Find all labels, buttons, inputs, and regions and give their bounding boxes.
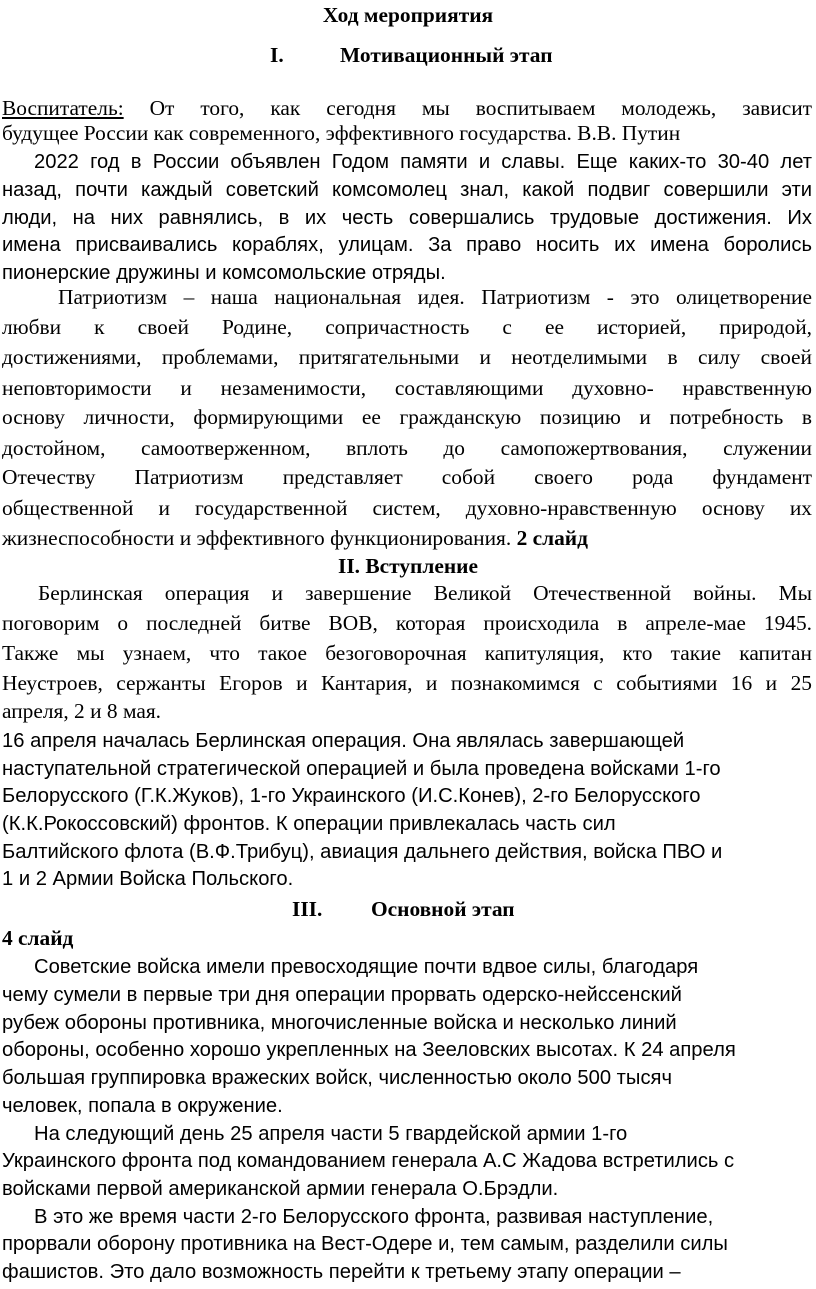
paragraph-7-line: войсками первой американской армии генерала О.Брэдли.	[2, 1177, 559, 1200]
paragraph-4-line: апреля, 2 и 8 мая.	[2, 699, 162, 724]
paragraph-7-line: На следующий день 25 апреля части 5 гвардейской армии 1-го	[34, 1122, 628, 1145]
paragraph-5-line: Белорусского (Г.К.Жуков), 1-го Украинского (И.С.Конев), 2-го Белорусского	[2, 785, 701, 808]
section-2-heading: II. Вступление	[338, 554, 478, 579]
paragraph-4-line: Неустроев, сержанты Егоров и Кантария, и познакомимся с событиями 16 и 25	[2, 670, 812, 695]
section-1-title: Мотивационный этап	[340, 43, 553, 68]
document-title: Ход мероприятия	[322, 3, 494, 27]
slide-4-label: 4 слайд	[2, 925, 74, 950]
paragraph-4-line: поговорим о последней битве ВОВ, которая происходила в апреле-мае 1945.	[2, 610, 812, 635]
section-1-number: I.	[270, 43, 284, 68]
speaker-label: Воспитатель:	[2, 95, 124, 120]
paragraph-8-line: В это же время части 2-го Белорусского фронта, развивая наступление,	[34, 1205, 714, 1228]
paragraph-3-line: основу личности, формирующими ее гражданскую позицию и потребность в	[2, 405, 812, 430]
paragraph-1-line-2: будущее России как современного, эффективного государства. В.В. Путин	[2, 121, 681, 146]
paragraph-6-line: человек, попала в окружение.	[2, 1094, 283, 1117]
paragraph-3-line: Отечеству Патриотизм представляет собой своего рода фундамент	[2, 465, 812, 490]
paragraph-8-line: фашистов. Это дало возможность перейти к третьему этапу операции –	[2, 1261, 681, 1283]
paragraph-3-line: общественной и государственной систем, духовно-нравственную основу их	[2, 495, 812, 520]
paragraph-2-line: пионерские дружины и комсомольские отряды.	[2, 261, 446, 284]
paragraph-2-line: люди, на них равнялись, в их честь совершались трудовые достижения. Их	[2, 206, 812, 229]
paragraph-6-line: большая группировка вражеских войск, численностью около 500 тысяч	[2, 1067, 672, 1090]
paragraph-8-line: прорвали оборону противника на Вест-Одере и, тем самым, разделили силы	[2, 1233, 728, 1256]
paragraph-3-line: достижениями, проблемами, притягательными и неотделимыми в силу своей	[2, 344, 812, 369]
paragraph-6-line: чему сумели в первые три дня операции прорвать одерско-нейссенский	[2, 984, 682, 1006]
paragraph-6-line: обороны, особенно хорошо укрепленных на Зееловских высотах. К 24 апреля	[2, 1039, 736, 1062]
paragraph-3-line: любви к своей Родине, сопричастность с ее историей, природой,	[2, 315, 812, 340]
paragraph-5-line: (К.К.Рокоссовский) фронтов. К операции привлекалась часть сил	[2, 813, 616, 835]
paragraph-4-line: Берлинская операция и завершение Великой Отечественной войны. Мы	[38, 580, 812, 605]
paragraph-4-line: Также мы узнаем, что такое безоговорочная капитуляция, кто такие капитан	[2, 641, 812, 666]
paragraph-7-line: Украинского фронта под командованием генерала А.С Жадова встретились с	[2, 1150, 735, 1173]
paragraph-5-line: 16 апреля началась Берлинская операция. Она являлась завершающей	[2, 729, 685, 752]
paragraph-1-line-1: Воспитатель: От того, как сегодня мы воспитываем молодежь, зависит	[2, 95, 812, 120]
slide-marker: 2 слайд	[516, 525, 588, 550]
paragraph-2-line: назад, почти каждый советский комсомолец знал, какой подвиг совершили эти	[2, 178, 812, 201]
paragraph-5-line: 1 и 2 Армии Войска Польского.	[2, 868, 294, 891]
paragraph-5-line: Балтийского флота (В.Ф.Трибуц), авиация дальнего действия, войска ПВО и	[2, 840, 723, 863]
paragraph-3-line: жизнеспособности и эффективного функционирования. 2 слайд	[2, 525, 588, 550]
section-3-number: III.	[292, 897, 323, 921]
paragraph-3-line: неповторимости и незаменимости, составляющими духовно- нравственную	[2, 375, 812, 400]
paragraph-3-line: Патриотизм – наша национальная идея. Патриотизм - это олицетворение	[58, 284, 812, 309]
paragraph-6-line: Советские войска имели превосходящие почти вдвое силы, благодаря	[34, 956, 699, 979]
paragraph-2-line: имена присваивались кораблях, улицам. За право носить их имена боролись	[2, 234, 812, 257]
paragraph-5-line: наступательной стратегической операцией и была проведена войсками 1-го	[2, 757, 721, 780]
section-3-title: Основной этап	[371, 897, 515, 921]
paragraph-3-line: достойном, самоотверженном, вплоть до самопожертвования, служении	[2, 435, 812, 460]
paragraph-2-line: 2022 год в России объявлен Годом памяти и славы. Еще каких-то 30-40 лет	[34, 151, 812, 174]
paragraph-6-line: рубеж обороны противника, многочисленные войска и несколько линий	[2, 1011, 677, 1034]
